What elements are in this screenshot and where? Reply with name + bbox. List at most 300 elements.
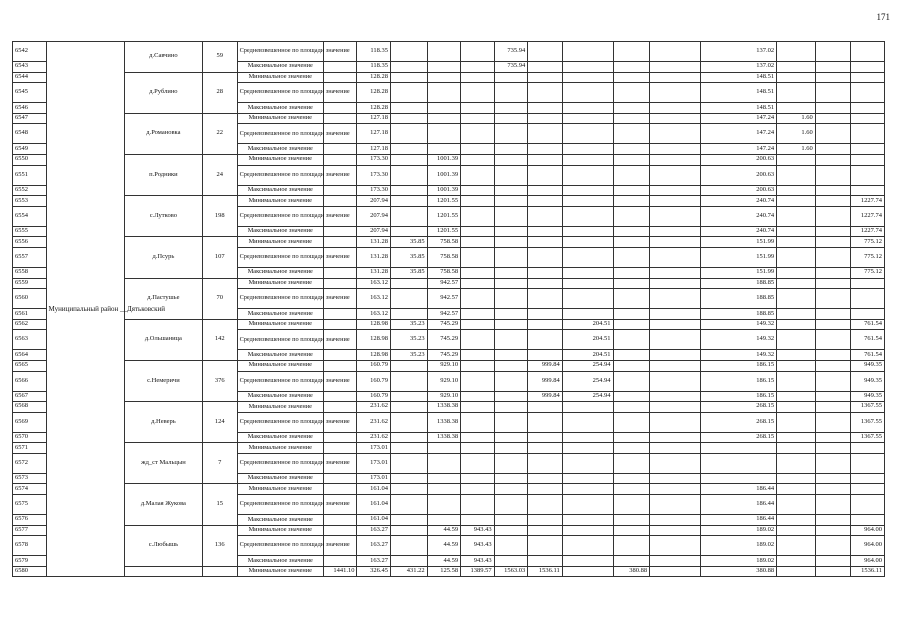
value-cell [391,443,428,454]
value-cell: 149.32 [700,330,776,350]
value-cell [494,289,528,309]
value-cell [613,267,650,278]
value-cell [650,402,701,413]
value-cell: 128.98 [357,319,391,330]
value-cell [528,196,563,207]
row-id: 6557 [13,247,47,267]
tariff-table [12,41,885,577]
value-cell [391,371,428,391]
population: 70 [203,278,238,319]
value-cell [650,443,701,454]
value-cell: 1338.38 [427,402,461,413]
value-cell [528,103,563,114]
value-cell: 200.63 [700,165,776,185]
value-cell [613,196,650,207]
value-cell [494,391,528,402]
value-cell [613,226,650,237]
value-cell [528,350,563,361]
value-cell: 207.94 [357,196,391,207]
value-cell [461,154,495,165]
value-cell [562,289,613,309]
value-cell [528,165,563,185]
value-cell [391,103,428,114]
value-cell [461,402,495,413]
calc-type: Максимальное значение [237,144,323,155]
value-cell [700,473,776,484]
value-cell [391,124,428,144]
value-cell: 186.44 [700,484,776,495]
value-cell: 131.28 [357,247,391,267]
value-cell [461,237,495,248]
value-cell [562,247,613,267]
value-cell [815,289,851,309]
value-cell: 964.00 [851,525,885,536]
value-cell [815,42,851,62]
calc-type: Средневзвешенное по площади значение [237,247,323,267]
value-cell: 240.74 [700,226,776,237]
value-cell [494,402,528,413]
value-cell: 125.58 [427,566,461,577]
value-cell [777,330,816,350]
value-cell: 745.29 [427,350,461,361]
value-cell [323,237,357,248]
value-cell [650,247,701,267]
value-cell: 147.24 [700,144,776,155]
locality-name: д.Пастушье [124,278,202,319]
value-cell: 999.84 [528,371,563,391]
row-id: 6566 [13,371,47,391]
value-cell [427,473,461,484]
value-cell: 127.18 [357,113,391,124]
value-cell [650,103,701,114]
value-cell [494,185,528,196]
value-cell [494,536,528,556]
value-cell [650,319,701,330]
row-id: 6577 [13,525,47,536]
value-cell [700,443,776,454]
value-cell [391,453,428,473]
value-cell [494,267,528,278]
value-cell: 200.63 [700,185,776,196]
value-cell: 161.04 [357,495,391,515]
value-cell [427,83,461,103]
row-id: 6579 [13,556,47,567]
value-cell [851,495,885,515]
value-cell: 949.35 [851,371,885,391]
value-cell [650,536,701,556]
value-cell [815,72,851,83]
value-cell [777,72,816,83]
population: 59 [203,42,238,73]
value-cell [391,515,428,526]
value-cell [777,185,816,196]
calc-type: Максимальное значение [237,473,323,484]
value-cell: 758.58 [427,247,461,267]
value-cell: 128.98 [357,350,391,361]
calc-type: Средневзвешенное по площади значение [237,495,323,515]
value-cell: 173.30 [357,165,391,185]
value-cell [613,309,650,320]
value-cell [851,113,885,124]
value-cell: 163.27 [357,536,391,556]
calc-type: Максимальное значение [237,226,323,237]
value-cell [494,278,528,289]
value-cell: 44.59 [427,556,461,567]
value-cell: 148.51 [700,72,776,83]
value-cell [815,484,851,495]
value-cell: 128.28 [357,72,391,83]
value-cell [562,484,613,495]
value-cell: 204.51 [562,330,613,350]
value-cell [461,196,495,207]
value-cell: 186.44 [700,515,776,526]
value-cell [427,103,461,114]
value-cell [461,226,495,237]
table-row [13,360,885,371]
value-cell [323,556,357,567]
value-cell [494,144,528,155]
value-cell [851,453,885,473]
value-cell [815,196,851,207]
value-cell [650,350,701,361]
locality-name: жд_ст Мальцын [124,443,202,484]
value-cell [391,113,428,124]
calc-type: Минимальное значение [237,319,323,330]
value-cell [613,165,650,185]
value-cell [777,536,816,556]
value-cell: 163.27 [357,556,391,567]
value-cell: 35.23 [391,319,428,330]
value-cell: 207.94 [357,226,391,237]
value-cell [562,556,613,567]
value-cell [427,443,461,454]
value-cell [528,237,563,248]
value-cell: 186.15 [700,391,776,402]
value-cell [815,247,851,267]
value-cell [391,402,428,413]
value-cell: 1367.55 [851,432,885,443]
value-cell [613,495,650,515]
value-cell [815,206,851,226]
value-cell [391,391,428,402]
value-cell [613,185,650,196]
value-cell: 173.30 [357,154,391,165]
value-cell [851,72,885,83]
value-cell: 151.99 [700,237,776,248]
value-cell [851,83,885,103]
value-cell [562,144,613,155]
row-id: 6548 [13,124,47,144]
value-cell: 943.43 [461,536,495,556]
locality-name: п.Родники [124,154,202,195]
value-cell [461,72,495,83]
calc-type: Максимальное значение [237,103,323,114]
value-cell [562,124,613,144]
row-id: 6562 [13,319,47,330]
row-id: 6544 [13,72,47,83]
value-cell [650,556,701,567]
value-cell: 775.12 [851,237,885,248]
value-cell [650,124,701,144]
row-id: 6552 [13,185,47,196]
value-cell [427,453,461,473]
row-id: 6580 [13,566,47,577]
value-cell [461,113,495,124]
value-cell [815,556,851,567]
value-cell [650,185,701,196]
value-cell [391,196,428,207]
value-cell [650,391,701,402]
value-cell [391,144,428,155]
value-cell [461,391,495,402]
value-cell [562,103,613,114]
value-cell [562,443,613,454]
value-cell [323,515,357,526]
value-cell [528,495,563,515]
value-cell [777,566,816,577]
value-cell [815,165,851,185]
table-row [13,113,885,124]
value-cell [613,154,650,165]
value-cell [777,309,816,320]
value-cell [815,185,851,196]
value-cell [777,237,816,248]
value-cell: 173.01 [357,443,391,454]
row-id: 6576 [13,515,47,526]
value-cell [461,185,495,196]
value-cell [650,525,701,536]
value-cell: 151.99 [700,247,776,267]
value-cell: 735.94 [494,62,528,73]
row-id: 6570 [13,432,47,443]
value-cell [391,360,428,371]
value-cell [528,473,563,484]
value-cell [815,402,851,413]
value-cell [461,144,495,155]
value-cell [461,83,495,103]
value-cell [461,350,495,361]
calc-type: Максимальное значение [237,391,323,402]
value-cell [323,144,357,155]
value-cell [391,62,428,73]
value-cell [494,83,528,103]
value-cell [650,484,701,495]
value-cell: 128.98 [357,330,391,350]
value-cell [461,443,495,454]
value-cell: 942.57 [427,289,461,309]
population: 15 [203,484,238,525]
value-cell: 188.85 [700,289,776,309]
value-cell [613,432,650,443]
value-cell: 1227.74 [851,206,885,226]
value-cell: 148.51 [700,83,776,103]
value-cell [613,525,650,536]
value-cell [613,124,650,144]
value-cell: 147.24 [700,113,776,124]
value-cell [391,278,428,289]
population: 107 [203,237,238,278]
value-cell [494,432,528,443]
value-cell: 268.15 [700,402,776,413]
value-cell [461,278,495,289]
value-cell: 35.23 [391,330,428,350]
value-cell [461,484,495,495]
value-cell [562,412,613,432]
value-cell: 35.23 [391,350,428,361]
value-cell [494,495,528,515]
value-cell [323,309,357,320]
value-cell [528,154,563,165]
value-cell: 1001.39 [427,165,461,185]
value-cell [391,484,428,495]
value-cell [427,124,461,144]
value-cell [650,495,701,515]
value-cell [562,515,613,526]
value-cell [391,473,428,484]
value-cell [528,319,563,330]
value-cell [427,62,461,73]
row-id: 6578 [13,536,47,556]
value-cell [323,267,357,278]
value-cell [562,206,613,226]
value-cell [815,371,851,391]
value-cell [815,103,851,114]
value-cell [528,453,563,473]
row-id: 6571 [13,443,47,454]
table-row [13,484,885,495]
value-cell: 775.12 [851,247,885,267]
value-cell [777,515,816,526]
value-cell [815,473,851,484]
value-cell [613,144,650,155]
value-cell [494,72,528,83]
value-cell [613,103,650,114]
value-cell [613,536,650,556]
locality-name: д.Псурь [124,237,202,278]
value-cell: 231.62 [357,402,391,413]
value-cell [461,42,495,62]
value-cell [461,360,495,371]
value-cell [815,432,851,443]
value-cell [650,412,701,432]
value-cell [777,360,816,371]
value-cell: 240.74 [700,196,776,207]
table-row [13,196,885,207]
value-cell: 137.02 [700,42,776,62]
calc-type: Максимальное значение [237,267,323,278]
value-cell [815,330,851,350]
value-cell [494,113,528,124]
value-cell [528,113,563,124]
value-cell [562,185,613,196]
value-cell: 127.18 [357,144,391,155]
value-cell [562,237,613,248]
value-cell [391,226,428,237]
value-cell [323,525,357,536]
value-cell: 35.85 [391,237,428,248]
value-cell [777,103,816,114]
value-cell: 1536.11 [528,566,563,577]
locality-name: с.Немеричи [124,360,202,401]
row-id: 6550 [13,154,47,165]
value-cell: 240.74 [700,206,776,226]
row-id: 6556 [13,237,47,248]
value-cell [323,484,357,495]
value-cell [815,525,851,536]
value-cell [851,443,885,454]
value-cell: 163.12 [357,278,391,289]
value-cell [815,319,851,330]
table-row [13,278,885,289]
value-cell [777,453,816,473]
value-cell [562,83,613,103]
value-cell: 1227.74 [851,226,885,237]
value-cell [461,309,495,320]
value-cell: 1389.57 [461,566,495,577]
value-cell: 173.01 [357,473,391,484]
value-cell [461,495,495,515]
value-cell [613,371,650,391]
value-cell: 1563.03 [494,566,528,577]
population: 376 [203,360,238,401]
value-cell [323,226,357,237]
value-cell: 1001.39 [427,154,461,165]
value-cell: 160.79 [357,360,391,371]
value-cell: 127.18 [357,124,391,144]
value-cell [613,556,650,567]
value-cell [851,124,885,144]
value-cell [613,42,650,62]
value-cell: 1.60 [777,144,816,155]
value-cell [851,144,885,155]
value-cell [815,267,851,278]
value-cell [323,72,357,83]
value-cell [562,309,613,320]
locality-name: д.Ольшаница [124,319,202,360]
row-id: 6575 [13,495,47,515]
value-cell [461,62,495,73]
value-cell [650,154,701,165]
value-cell [777,402,816,413]
value-cell: 1227.74 [851,196,885,207]
value-cell [494,226,528,237]
value-cell [650,206,701,226]
value-cell [391,432,428,443]
calc-type: Минимальное значение [237,72,323,83]
calc-type: Средневзвешенное по площади значение [237,453,323,473]
value-cell [650,196,701,207]
value-cell [494,525,528,536]
value-cell [851,103,885,114]
value-cell: 186.44 [700,495,776,515]
value-cell [528,124,563,144]
population: 142 [203,319,238,360]
value-cell [815,124,851,144]
value-cell: 1441.10 [323,566,357,577]
value-cell [777,473,816,484]
value-cell [851,165,885,185]
value-cell [494,309,528,320]
calc-type: Максимальное значение [237,556,323,567]
value-cell [528,226,563,237]
value-cell: 1338.38 [427,412,461,432]
value-cell: 118.35 [357,62,391,73]
table-row [13,237,885,248]
value-cell: 189.02 [700,525,776,536]
value-cell [613,453,650,473]
value-cell [613,113,650,124]
value-cell [650,309,701,320]
